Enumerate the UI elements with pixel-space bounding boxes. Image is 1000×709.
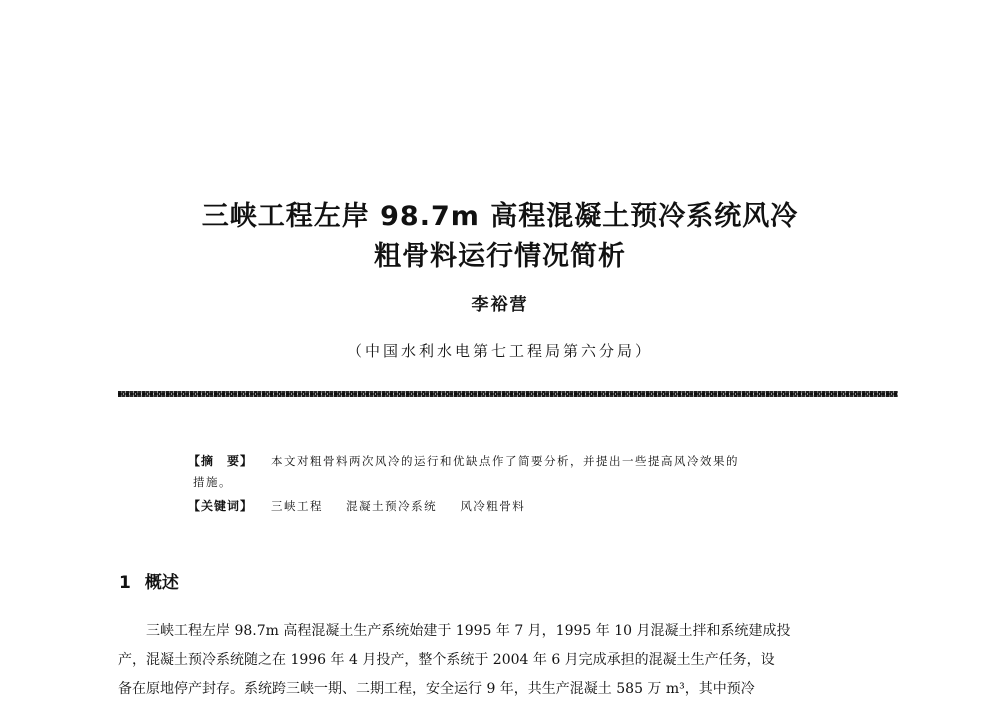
body-text-line: 产，混凝土预冷系统随之在 1996 年 4 月投产，整个系统于 2004 年 6 月完成承担的混凝土生产任务，设 <box>118 652 775 668</box>
abstract-text-line-2: 措施。 <box>193 475 232 489</box>
author-name: 李裕营 <box>471 295 529 315</box>
body-text-line: 备在原地停产封存。系统跨三峡一期、二期工程，安全运行 9 年，共生产混凝土 585 万 m³，其中预冷 <box>118 681 755 697</box>
header-rule <box>118 391 898 397</box>
abstract-text-line-1: 本文对粗骨料两次风冷的运行和优缺点作了简要分析，并提出一些提高风冷效果的 <box>271 454 739 468</box>
author-affiliation: （中国水利水电第七工程局第六分局） <box>346 342 653 360</box>
keywords-list <box>271 498 543 514</box>
section-number: 1 <box>119 573 131 593</box>
keyword-item: 混凝土预冷系统 <box>346 499 438 513</box>
paper-title-line-1: 三峡工程左岸 98.7m 高程混凝土预冷系统风冷 <box>201 201 799 232</box>
abstract-label: 【摘 要】 <box>188 454 254 468</box>
section-heading <box>119 568 179 593</box>
body-text-line: 三峡工程左岸 98.7m 高程混凝土生产系统始建于 1995 年 7 月，1995 年 10 月混凝土拌和系统建成投 <box>118 623 791 639</box>
paper-title-line-2: 粗骨料运行情况简析 <box>374 241 626 272</box>
section-title: 概述 <box>144 573 179 593</box>
keyword-item: 风冷粗骨料 <box>460 499 526 513</box>
keywords-label: 【关键词】 <box>188 499 254 513</box>
keyword-item: 三峡工程 <box>271 499 323 513</box>
